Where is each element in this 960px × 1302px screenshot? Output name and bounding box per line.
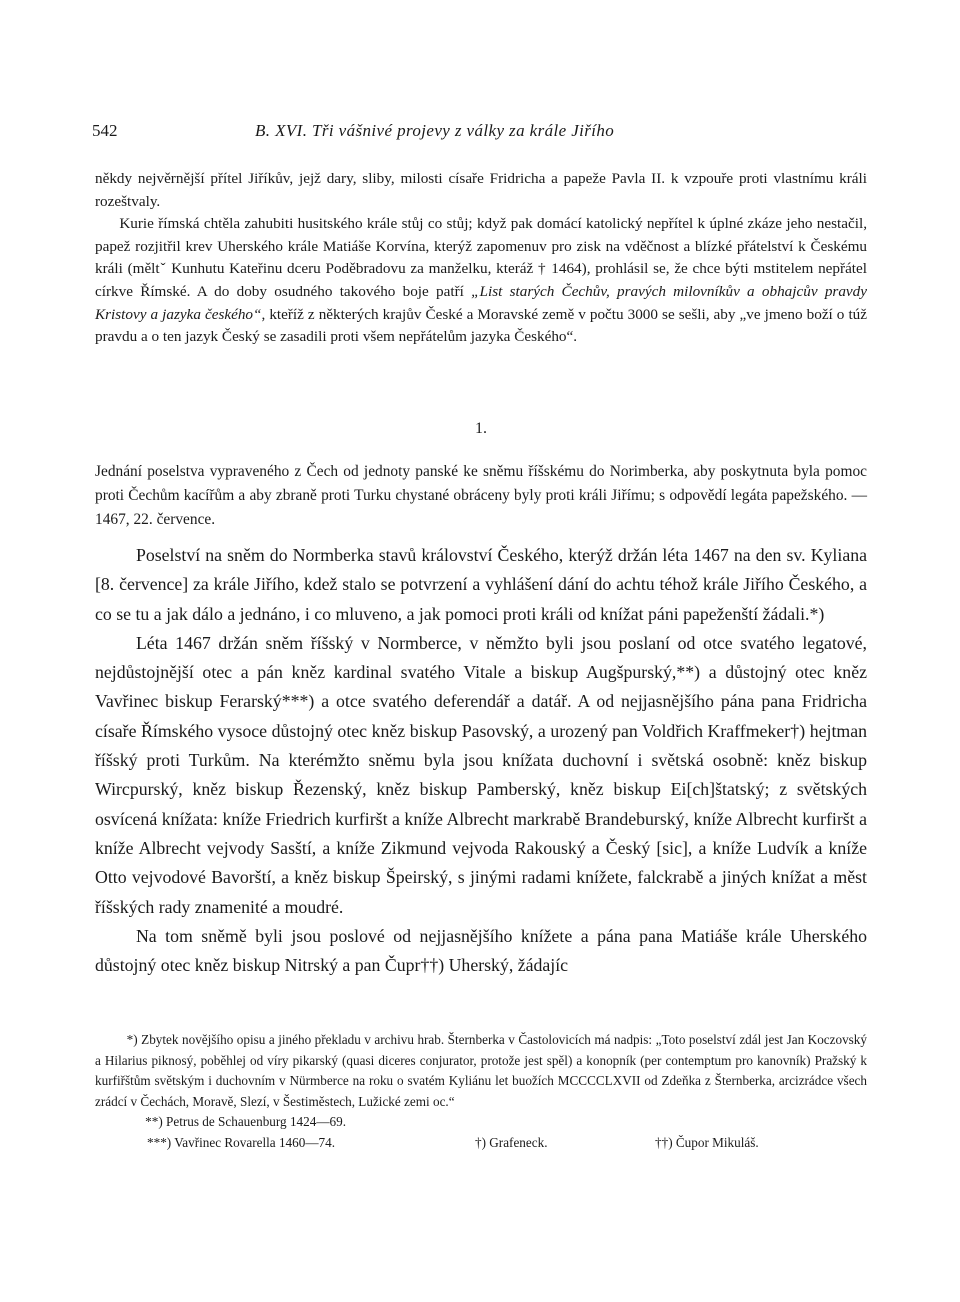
footnote: *) Zbytek novějšího opisu a jiného překladu v archivu hrab. Šternberka v Častolovicích má nadpis: „Toto poselství zdál jest Jan Koczovský a Hilarius piknosý, poběhlej od víry pikarský (quasi diceres conjurator, protože jest spěl) a konopník (per contemptum pro kanovník) Pražský k kurfiřštům světským i duchovním v Nürmberce na roku o svatém Kyliánu let buožích MCCCCLXVII od Zdeňka z Šternberka, arcizrádce všech zrádcí v Čechách, Moravě, Slezí, v Šestiměstech, Lužické zemi oc.“	[95, 1032, 867, 1109]
page-number: 542	[92, 121, 118, 140]
main-paragraph: Poselství na sněm do Normberka stavů království Českého, kterýž držán léta 1467 na den sv. Kyliana [8. července] za krále Jiřího, kdež stalo se potvrzení a vyhlášení dání do achtu téhož krále Jiřího Českého, a co se tu a jak dálo a jednáno, i co mluveno, a jak pomoci proti králi od knížat páni papeženští žádali.*)	[95, 545, 867, 624]
main-paragraph: Na tom sněmě byli jsou poslové od nejjasnějšího knížete a pána pana Matiáše krále Uherského důstojný otec kněz biskup Nitrský a pan Čupr††) Uherský, žádajíc	[95, 925, 867, 976]
footnote: ††) Čupor Mikuláš.	[655, 1134, 759, 1150]
main-paragraph: Léta 1467 držán sněm říšský v Normberce, v němžto byli jsou poslaní od otce svatého legatové, nejdůstojnější otec a pán kněz kardinal svatého Vitale a biskup Augšpurský,**) a důstojný otec kněz Vavřinec biskup Ferarský***) a otce svatého deferendář a datář. A od nejjasnějšího pána pana Fridricha císaře Římského vysoce důstojný otec kněz biskup Pasovský, a urozený pan Voldřich Kraffmeker†) hejtman říšský proti Turkům. Na kterémžto sněmu byla jsou knížata duchovní i světská osobně: kněz biskup Wircpurský, kněz biskup Řezenský, kněz biskup Pamberský, kněz biskup Ei[ch]štatský; z světských osvícená knížata: kníže Friedrich kurfiršt a kníže Albrecht markrabě Brandeburský, kníže Albrecht kurfiršt a kníže Albrecht vejvody Sasští, a kníže Zikmund vejvoda Rakouský a Český [sic], a kníže Ludvík a kníže Otto vejvodové Bavorští, a kněz biskup Špeirský, s jinými radami knížete, falckrabě a jiných knížat a měst říšských rady znamenité a moudré.	[95, 632, 867, 917]
quoted-title: „List starých Čechův, pravých milovníkův a obhajcův pravdy Kristovy a jazyka českého“	[95, 282, 867, 323]
footnote: †) Grafeneck.	[475, 1134, 548, 1150]
intro-text-start: Kurie římská chtěla zahubiti husitského krále stůj co stůj; když pak domácí katolický nepřítel k úplné zkáze jeho nestačil, papež rozjitřil krev Uherského krále Matiáše Korvína, kterýž zapomenuv pro zisk na vděčnost a blízké přátelství k Českému králi (měltˇ Kunhutu Kateřinu dceru Poděbradovu za manželku, kteráž † 1464), prohlásil se, že chce býti mstitelem nepřátel církve Římské. A do doby osudného takového boje patří	[95, 215, 867, 300]
intro-text	[95, 168, 867, 349]
footnote-row	[95, 1133, 867, 1155]
main-text	[95, 541, 867, 980]
document-page	[92, 0, 867, 1302]
footnote: ***) Vavřinec Rovarella 1460—74.	[147, 1134, 335, 1150]
intro-paragraph	[95, 213, 867, 349]
summary-paragraph: Jednání poselstva vypraveného z Čech od jednoty panské ke sněmu říšskému do Norimberka, aby poskytnuta byla pomoc proti Čechům kacířům a aby zbraně proti Turku chystané obráceny byly proti králi Jiřímu; s odpovědí legáta papežského. — 1467, 22. července.	[95, 463, 867, 528]
section-summary	[95, 460, 867, 532]
running-title: B. XVI. Tři vášnivé projevy z války za krále Jiřího	[255, 121, 615, 140]
footnotes	[95, 1030, 867, 1155]
running-head	[92, 121, 867, 145]
footnote: **) Petrus de Schauenburg 1424—69.	[145, 1114, 346, 1129]
intro-paragraph: někdy nejvěrnější přítel Jiříkův, jejž dary, sliby, milosti císaře Fridricha a papeže Pavla II. k vzpouře proti vlastnímu králi rozeštvaly.	[95, 170, 867, 210]
intro-text-end: , kteříž z některých krajův České a Moravské země v počtu 3000 se sešli, aby „ve jmeno boží o túž pravdu a o ten jazyk Český se zasadili proti všem nepřátelům jazyka Českého“.	[95, 305, 867, 346]
section-number: 1.	[475, 420, 487, 437]
